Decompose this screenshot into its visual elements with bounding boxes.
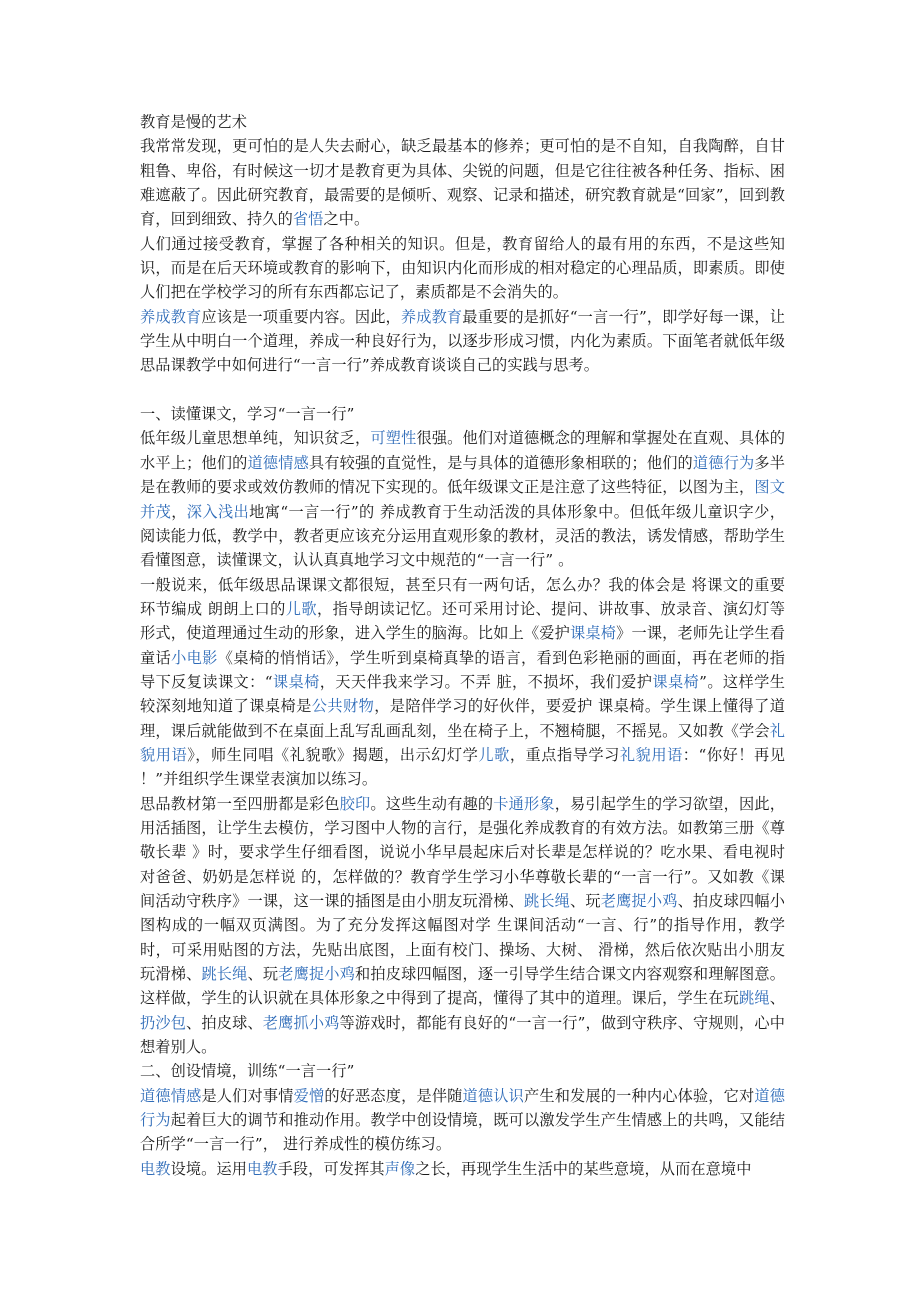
paragraph-text: 手段，可发挥其 [277,1159,385,1178]
keyword-link[interactable]: 课桌椅 [272,672,320,691]
paragraph-text: 多半是在教师的要求或效仿教师的情况下实现的。低年级课文正是注意了这些特征，以图为主， [140,453,786,497]
keyword-link[interactable]: 养成教育 [140,307,202,326]
paragraph [140,792,785,1060]
keyword-link[interactable]: 电教 [247,1159,278,1178]
keyword-link[interactable]: 道德情感 [247,453,309,472]
keyword-link[interactable]: 老鹰捉小鸡 [278,965,356,984]
paragraph-text: ，重点指导学习 [509,745,620,764]
paragraph-text: 的好恶态度，是伴随 [324,1086,463,1105]
paragraph-text: 最重要的是抓好“一言一行”，即学好每一课，让学生从中明白一个道理，养成一种良好行为，以逐步形成习惯，内化为素质。下面笔者就低年级思品课教学中如何进行“一言一行”养成教育谈谈自己的实践与思考。 [140,307,785,375]
keyword-link[interactable]: 公共财物 [311,697,375,716]
keyword-link[interactable]: 礼貌用语 [619,745,683,764]
keyword-link[interactable]: 礼貌用语 [140,721,785,764]
keyword-link[interactable]: 声像 [384,1159,416,1178]
paragraph-text: 和拍皮球四幅图，逐一引导学生结合课文内容观察和理解图意。这样做，学生的认识就在具体形象之中得到了提高，懂得了其中的道理。课后，学生在玩 [140,965,785,1008]
paragraph-text: 产生和发展的一种内心体验，它对 [523,1086,755,1105]
keyword-link[interactable]: 课桌椅 [570,624,617,643]
paragraph-text: ，易引起学生的学习欲望，因此，用活插图，让学生去模仿，学习图中人物的言行，是强化养成教育的有效方法。如教第三册《尊敬长辈 》时，要求学生仔细看图，说说小华早晨起床后对长辈是怎样说的？吃水果、看电视时对爸爸、奶奶是怎样说 的，怎样做的？教育学生学习小华尊敬长辈的“一言一行”。又如教《课间活动守秩序》一课，这一课的插图是由小朋友玩滑梯、 [140,794,785,910]
paragraph-text: 、玩 [247,965,279,984]
keyword-link[interactable]: 胶印 [339,794,371,813]
paragraph-text: 》，师生同唱《礼貌歌》揭题，出示幻灯学 [187,745,479,764]
keyword-link[interactable]: 可塑性 [370,429,417,448]
keyword-link[interactable]: 深入浅出 [186,502,250,521]
paragraph-text: 等游戏时，都能有良好的“一言一行”，做到守秩序、守规则，心中想着别人。 [140,1013,785,1057]
paragraph-text: ”。这样学生较深刻地知道了课桌椅是 [140,672,785,716]
keyword-link[interactable]: 跳长绳 [523,892,571,910]
paragraph-text: 、 [769,989,785,1008]
paragraph-text: 、玩 [570,892,601,910]
paragraph-text: 是人们对事情 [201,1086,294,1105]
paragraph-text: ， [171,502,187,521]
document-page [140,110,785,1181]
blank-line [140,378,785,402]
paragraph-text: 之中。 [323,210,370,229]
paragraph-text: ，是陪伴学习的好伙伴，要爱护 课桌椅。学生课上懂得了道理，课后就能做到不在桌面上乱写乱画乱刻，坐在椅子上，不翘椅腿，不摇晃。又如教《学会 [140,697,786,740]
paragraph [140,1084,785,1157]
keyword-link[interactable]: 道德行为 [140,1086,786,1130]
keyword-link[interactable]: 道德行为 [692,453,755,472]
paragraph-text: 具有较强的直觉性，是与具体的道德形象相联的；他们的 [308,453,693,472]
paragraph [140,232,785,305]
paragraph-text: 思品教材第一至四册都是彩色 [140,794,340,813]
keyword-link[interactable]: 道德情感 [140,1086,202,1105]
paragraph-text: ，指导朗读记忆。还可采用讨论、提问、讲故事、放录音、演幻灯等形式，使道理通过生动的形象，进入学生的脑海。比如上《爱护 [140,599,786,643]
keyword-link[interactable]: 老鹰抓小鸡 [262,1013,340,1032]
paragraph-text: 、拍皮球、 [186,1013,263,1032]
paragraph [140,426,785,572]
paragraph-text: 之长，再现学生生活中的某些意境，从而在意境中 [415,1159,752,1178]
keyword-link[interactable]: 省悟 [292,210,324,229]
paragraph-text: 应该是一项重要内容。因此， [201,307,401,326]
paragraph-text: 、拍皮球四幅小图构成的一幅双页满图。为了充分发挥这幅图对学 生课间活动“一言、行”的指导作用，教学时，可采用贴图的方法，先贴出底图，上面有校门、操场、大树、 滑梯，然后依次贴出小朋友玩滑梯、 [140,892,786,984]
keyword-link[interactable]: 道德认识 [462,1086,524,1105]
keyword-link[interactable]: 小电影 [171,648,218,667]
paragraph-text: 。这些生动有趣的 [370,794,494,813]
paragraph-text: 一般说来，低年级思品课课文都很短，甚至只有一两句话，怎么办？我的体会是 将课文的重要环节编成 朗朗上口的 [140,575,785,618]
paragraph-text: ，天天伴我来学习。不弄 脏，不损坏，我们爱护 [319,672,653,691]
paragraph [140,134,785,231]
paragraph [140,1157,785,1181]
keyword-link[interactable]: 儿歌 [285,599,317,618]
keyword-link[interactable]: 老鹰捉小鸡 [600,892,678,910]
paragraph-text: 二、创设情境，训练“一言一行” [140,1062,355,1081]
document-title: 教育是慢的艺术 [140,113,248,131]
paragraph-text: 很强。他们对道德概念的理解和掌握处在直观、具体的水平上；他们的 [140,429,785,472]
paragraph-text: 地寓“一言一行”的 养成教育于生动活泼的具体形象中。但低年级儿童识字少，阅读能力低，教学中，教者更应该充分运用直观形象的教材，灵活的教法，诱发情感，帮助学生看懂图意，读懂课文，认认真真地学习文中规范的“一言一行” 。 [140,502,785,570]
paragraph-text: 设境。运用 [170,1159,248,1178]
paragraph-text: ：“你好！再见 ！”并组织学生课堂表演加以练习。 [140,745,786,789]
paragraph-text: 一、读懂课文，学习“一言一行” [140,405,355,424]
paragraph [140,305,785,378]
paragraph-text: 低年级儿童思想单纯，知识贫乏， [140,429,371,448]
document-body [140,134,785,1181]
paragraph-text: 人们通过接受教育，掌握了各种相关的知识。但是，教育留给人的最有用的东西，不是这些知识，而是在后天环境或教育的影响下，由知识内化而形成的相对稳定的心理品质，即素质。即使人们把在学校学习的所有东西都忘记了，素质都是不会消失的。 [140,234,785,302]
keyword-link[interactable]: 电教 [140,1159,171,1178]
paragraph [140,573,785,792]
keyword-link[interactable]: 跳绳 [738,989,770,1008]
keyword-link[interactable]: 卡通形象 [493,794,555,813]
keyword-link[interactable]: 爱憎 [293,1086,325,1105]
keyword-link[interactable]: 儿歌 [478,745,510,764]
paragraph [140,1059,785,1083]
keyword-link[interactable]: 扔沙包 [140,1013,187,1032]
keyword-link[interactable]: 课桌椅 [652,672,700,691]
paragraph-text: 我常常发现，更可怕的是人失去耐心，缺乏最基本的修养；更可怕的是不自知，自我陶醉，自甘粗鲁、卑俗，有时候这一切才是教育更为具体、尖锐的问题，但是它往往被各种任务、指标、困难遮蔽了。因此研究教育，最需要的是倾听、观察、记录和描述，研究教育就是“回家”，回到教育，回到细致、持久的 [140,137,785,229]
keyword-link[interactable]: 跳长绳 [201,965,248,984]
keyword-link[interactable]: 图文并茂 [140,478,786,521]
paragraph-text: 》一课，老师先让学生看童话 [140,624,785,667]
keyword-link[interactable]: 养成教育 [400,307,463,326]
paragraph-text: 《桌椅的悄悄话》，学生听到桌椅真挚的语言，看到色彩艳丽的画面，再在老师的指导下反复读课文：“ [140,648,785,691]
paragraph [140,402,785,426]
paragraph-text: 起着巨大的调节和推动作用。教学中创设情境，既可以激发学生产生情感上的共鸣，又能结合所学“一言一行”， 进行养成性的模仿练习。 [140,1111,785,1154]
